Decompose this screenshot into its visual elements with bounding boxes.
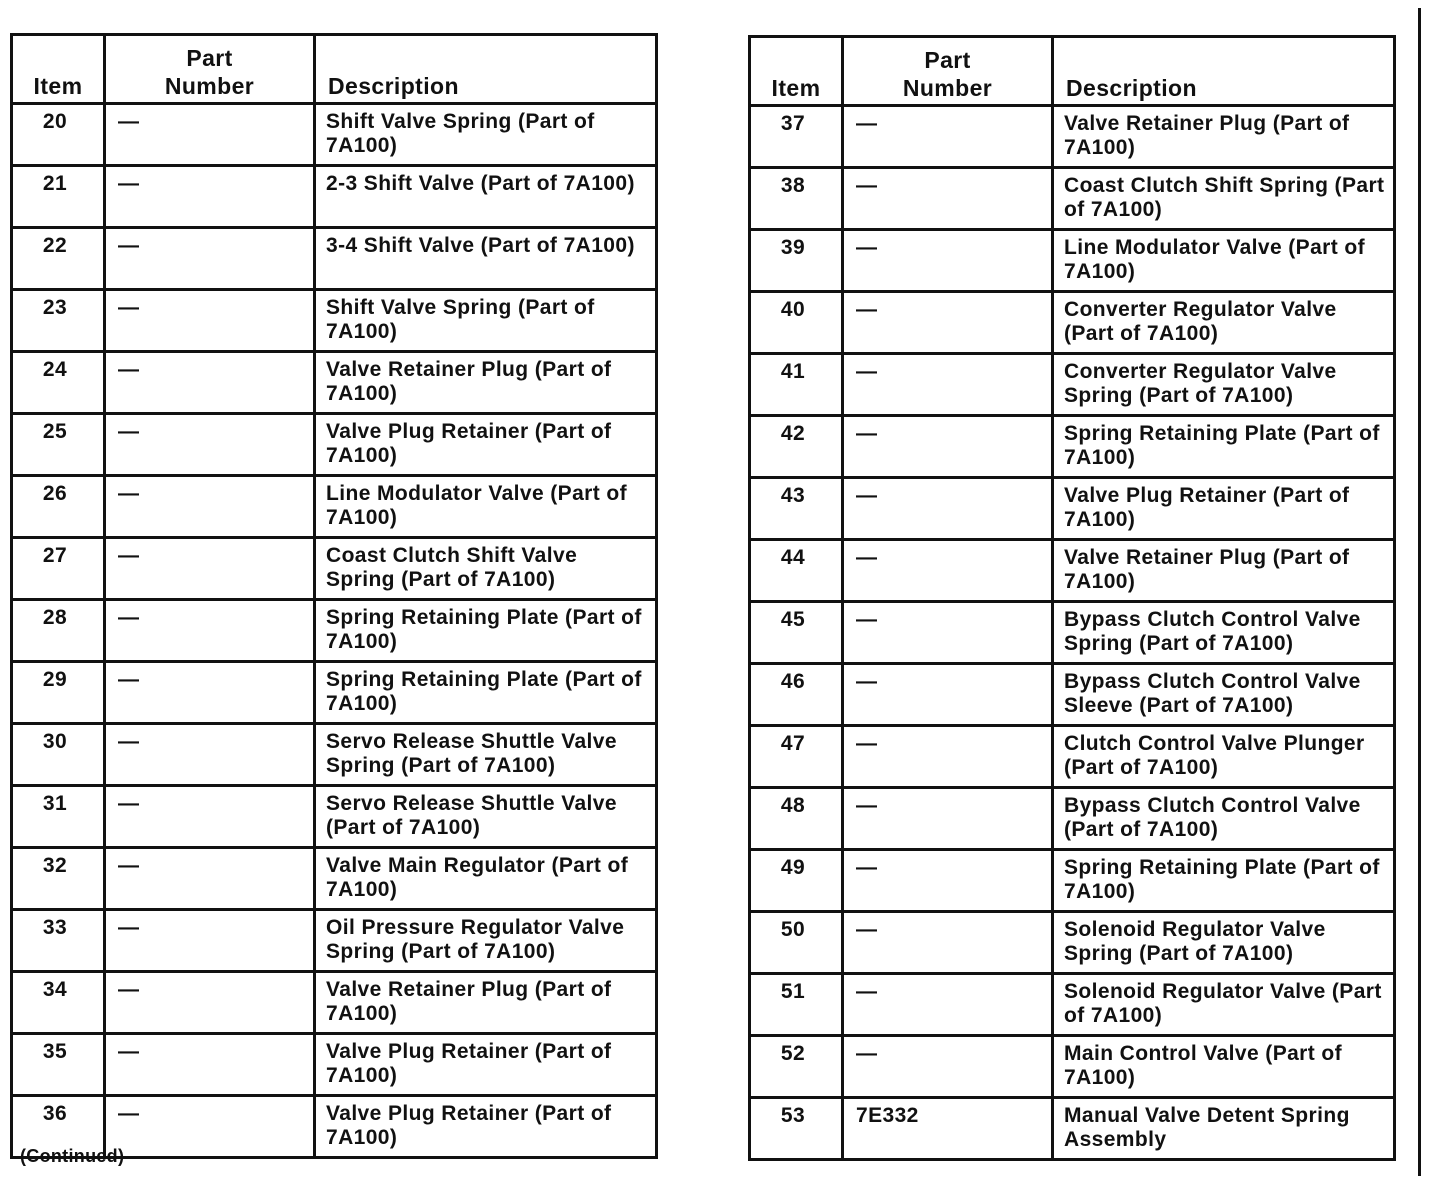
table-row (12, 104, 657, 166)
header-item (750, 37, 843, 106)
table-row (750, 850, 1395, 912)
page-edge-rule (1418, 8, 1421, 1176)
table-row (750, 292, 1395, 354)
part-number-cell: — (105, 1096, 315, 1158)
table-row (12, 848, 657, 910)
part-number-cell: — (105, 166, 315, 228)
table-body (750, 106, 1395, 1160)
header-part-number (105, 35, 315, 104)
part-number-cell: — (105, 104, 315, 166)
item-number-cell: 42 (750, 416, 843, 478)
table-row (750, 106, 1395, 168)
part-number-cell: — (843, 540, 1053, 602)
part-number-cell: — (843, 416, 1053, 478)
item-number-cell: 23 (12, 290, 105, 352)
part-number-cell: — (843, 478, 1053, 540)
table-row (12, 724, 657, 786)
header-part-number (843, 37, 1053, 106)
description-cell: Coast Clutch Shift Valve Spring (Part of 7A100) (315, 538, 657, 600)
item-number-cell: 38 (750, 168, 843, 230)
header-description-label: Description (1066, 75, 1197, 101)
header-part-line1: Part (924, 47, 971, 73)
header-description (315, 35, 657, 104)
description-cell: Solenoid Regulator Valve Spring (Part of 7A100) (1053, 912, 1395, 974)
item-number-cell: 25 (12, 414, 105, 476)
part-number-cell: 7E332 (843, 1098, 1053, 1160)
item-number-cell: 41 (750, 354, 843, 416)
description-cell: Valve Main Regulator (Part of 7A100) (315, 848, 657, 910)
description-cell: Valve Plug Retainer (Part of 7A100) (315, 414, 657, 476)
item-number-cell: 29 (12, 662, 105, 724)
table-row (12, 972, 657, 1034)
part-number-cell: — (843, 974, 1053, 1036)
table-row (12, 290, 657, 352)
description-cell: 2-3 Shift Valve (Part of 7A100) (315, 166, 657, 228)
table-row (750, 354, 1395, 416)
item-number-cell: 26 (12, 476, 105, 538)
description-cell: Spring Retaining Plate (Part of 7A100) (1053, 416, 1395, 478)
header-item-label: Item (33, 73, 83, 99)
description-cell: Line Modulator Valve (Part of 7A100) (315, 476, 657, 538)
table-row (12, 228, 657, 290)
item-number-cell: 50 (750, 912, 843, 974)
part-number-cell: — (105, 724, 315, 786)
table-header-row (12, 35, 657, 104)
item-number-cell: 27 (12, 538, 105, 600)
table-row (750, 602, 1395, 664)
description-cell: Bypass Clutch Control Valve Sleeve (Part of 7A100) (1053, 664, 1395, 726)
item-number-cell: 52 (750, 1036, 843, 1098)
description-cell: Bypass Clutch Control Valve (Part of 7A100) (1053, 788, 1395, 850)
item-number-cell: 31 (12, 786, 105, 848)
table-row (750, 230, 1395, 292)
part-number-cell: — (105, 972, 315, 1034)
item-number-cell: 37 (750, 106, 843, 168)
table-header-row (750, 37, 1395, 106)
part-number-cell: — (105, 352, 315, 414)
item-number-cell: 28 (12, 600, 105, 662)
part-number-cell: — (843, 726, 1053, 788)
description-cell: Valve Retainer Plug (Part of 7A100) (315, 972, 657, 1034)
description-cell: Valve Plug Retainer (Part of 7A100) (315, 1034, 657, 1096)
part-number-cell: — (105, 848, 315, 910)
description-cell: Spring Retaining Plate (Part of 7A100) (315, 662, 657, 724)
item-number-cell: 21 (12, 166, 105, 228)
table-body (12, 104, 657, 1158)
item-number-cell: 35 (12, 1034, 105, 1096)
continued-note: (Continued) (20, 1146, 125, 1166)
header-item (12, 35, 105, 104)
table-row (12, 910, 657, 972)
description-cell: Line Modulator Valve (Part of 7A100) (1053, 230, 1395, 292)
header-description (1053, 37, 1395, 106)
description-cell: Servo Release Shuttle Valve Spring (Part of 7A100) (315, 724, 657, 786)
description-cell: Valve Retainer Plug (Part of 7A100) (1053, 540, 1395, 602)
description-cell: Shift Valve Spring (Part of 7A100) (315, 104, 657, 166)
part-number-cell: — (105, 476, 315, 538)
part-number-cell: — (105, 414, 315, 476)
header-description-label: Description (328, 73, 459, 99)
description-cell: Bypass Clutch Control Valve Spring (Part of 7A100) (1053, 602, 1395, 664)
table-row (12, 538, 657, 600)
table-row (12, 414, 657, 476)
item-number-cell: 53 (750, 1098, 843, 1160)
part-number-cell: — (105, 228, 315, 290)
table-row (12, 166, 657, 228)
description-cell: Converter Regulator Valve Spring (Part of 7A100) (1053, 354, 1395, 416)
part-number-cell: — (105, 910, 315, 972)
parts-table-left (10, 33, 658, 1159)
part-number-cell: — (105, 662, 315, 724)
part-number-cell: — (843, 106, 1053, 168)
table-row (12, 1034, 657, 1096)
description-cell: Clutch Control Valve Plunger (Part of 7A100) (1053, 726, 1395, 788)
table-row (750, 1098, 1395, 1160)
description-cell: Valve Retainer Plug (Part of 7A100) (315, 352, 657, 414)
part-number-cell: — (105, 538, 315, 600)
part-number-cell: — (843, 292, 1053, 354)
description-cell: Manual Valve Detent Spring Assembly (1053, 1098, 1395, 1160)
description-cell: Coast Clutch Shift Spring (Part of 7A100) (1053, 168, 1395, 230)
table-row (750, 168, 1395, 230)
description-cell: Spring Retaining Plate (Part of 7A100) (1053, 850, 1395, 912)
item-number-cell: 43 (750, 478, 843, 540)
description-cell: Main Control Valve (Part of 7A100) (1053, 1036, 1395, 1098)
item-number-cell: 40 (750, 292, 843, 354)
table-row (12, 352, 657, 414)
item-number-cell: 47 (750, 726, 843, 788)
item-number-cell: 39 (750, 230, 843, 292)
item-number-cell: 20 (12, 104, 105, 166)
part-number-cell: — (843, 912, 1053, 974)
table-row (750, 540, 1395, 602)
part-number-cell: — (105, 1034, 315, 1096)
item-number-cell: 46 (750, 664, 843, 726)
table-row (750, 478, 1395, 540)
description-cell: Solenoid Regulator Valve (Part of 7A100) (1053, 974, 1395, 1036)
part-number-cell: — (843, 664, 1053, 726)
header-part-line2: Number (902, 75, 993, 101)
table-row (12, 662, 657, 724)
table-row (750, 416, 1395, 478)
parts-table-right (748, 35, 1396, 1161)
table-row (750, 912, 1395, 974)
part-number-cell: — (843, 168, 1053, 230)
description-cell: Valve Plug Retainer (Part of 7A100) (315, 1096, 657, 1158)
header-item-label: Item (771, 75, 821, 101)
item-number-cell: 22 (12, 228, 105, 290)
description-cell: Servo Release Shuttle Valve (Part of 7A100) (315, 786, 657, 848)
part-number-cell: — (843, 788, 1053, 850)
table-row (12, 786, 657, 848)
part-number-cell: — (843, 602, 1053, 664)
part-number-cell: — (843, 1036, 1053, 1098)
item-number-cell: 36 (12, 1096, 105, 1158)
table-row (12, 476, 657, 538)
item-number-cell: 48 (750, 788, 843, 850)
item-number-cell: 32 (12, 848, 105, 910)
description-cell: Spring Retaining Plate (Part of 7A100) (315, 600, 657, 662)
table-row (12, 600, 657, 662)
item-number-cell: 34 (12, 972, 105, 1034)
part-number-cell: — (843, 354, 1053, 416)
item-number-cell: 45 (750, 602, 843, 664)
item-number-cell: 44 (750, 540, 843, 602)
table-row (750, 1036, 1395, 1098)
item-number-cell: 51 (750, 974, 843, 1036)
header-part-line1: Part (186, 45, 233, 71)
description-cell: Valve Retainer Plug (Part of 7A100) (1053, 106, 1395, 168)
description-cell: Converter Regulator Valve (Part of 7A100) (1053, 292, 1395, 354)
item-number-cell: 33 (12, 910, 105, 972)
part-number-cell: — (105, 786, 315, 848)
table-row (750, 788, 1395, 850)
header-part-line2: Number (164, 73, 255, 99)
part-number-cell: — (105, 600, 315, 662)
item-number-cell: 30 (12, 724, 105, 786)
table-row (750, 974, 1395, 1036)
item-number-cell: 49 (750, 850, 843, 912)
table-row (750, 664, 1395, 726)
part-number-cell: — (843, 230, 1053, 292)
part-number-cell: — (105, 290, 315, 352)
description-cell: 3-4 Shift Valve (Part of 7A100) (315, 228, 657, 290)
description-cell: Valve Plug Retainer (Part of 7A100) (1053, 478, 1395, 540)
item-number-cell: 24 (12, 352, 105, 414)
table-row (750, 726, 1395, 788)
description-cell: Oil Pressure Regulator Valve Spring (Part of 7A100) (315, 910, 657, 972)
part-number-cell: — (843, 850, 1053, 912)
description-cell: Shift Valve Spring (Part of 7A100) (315, 290, 657, 352)
